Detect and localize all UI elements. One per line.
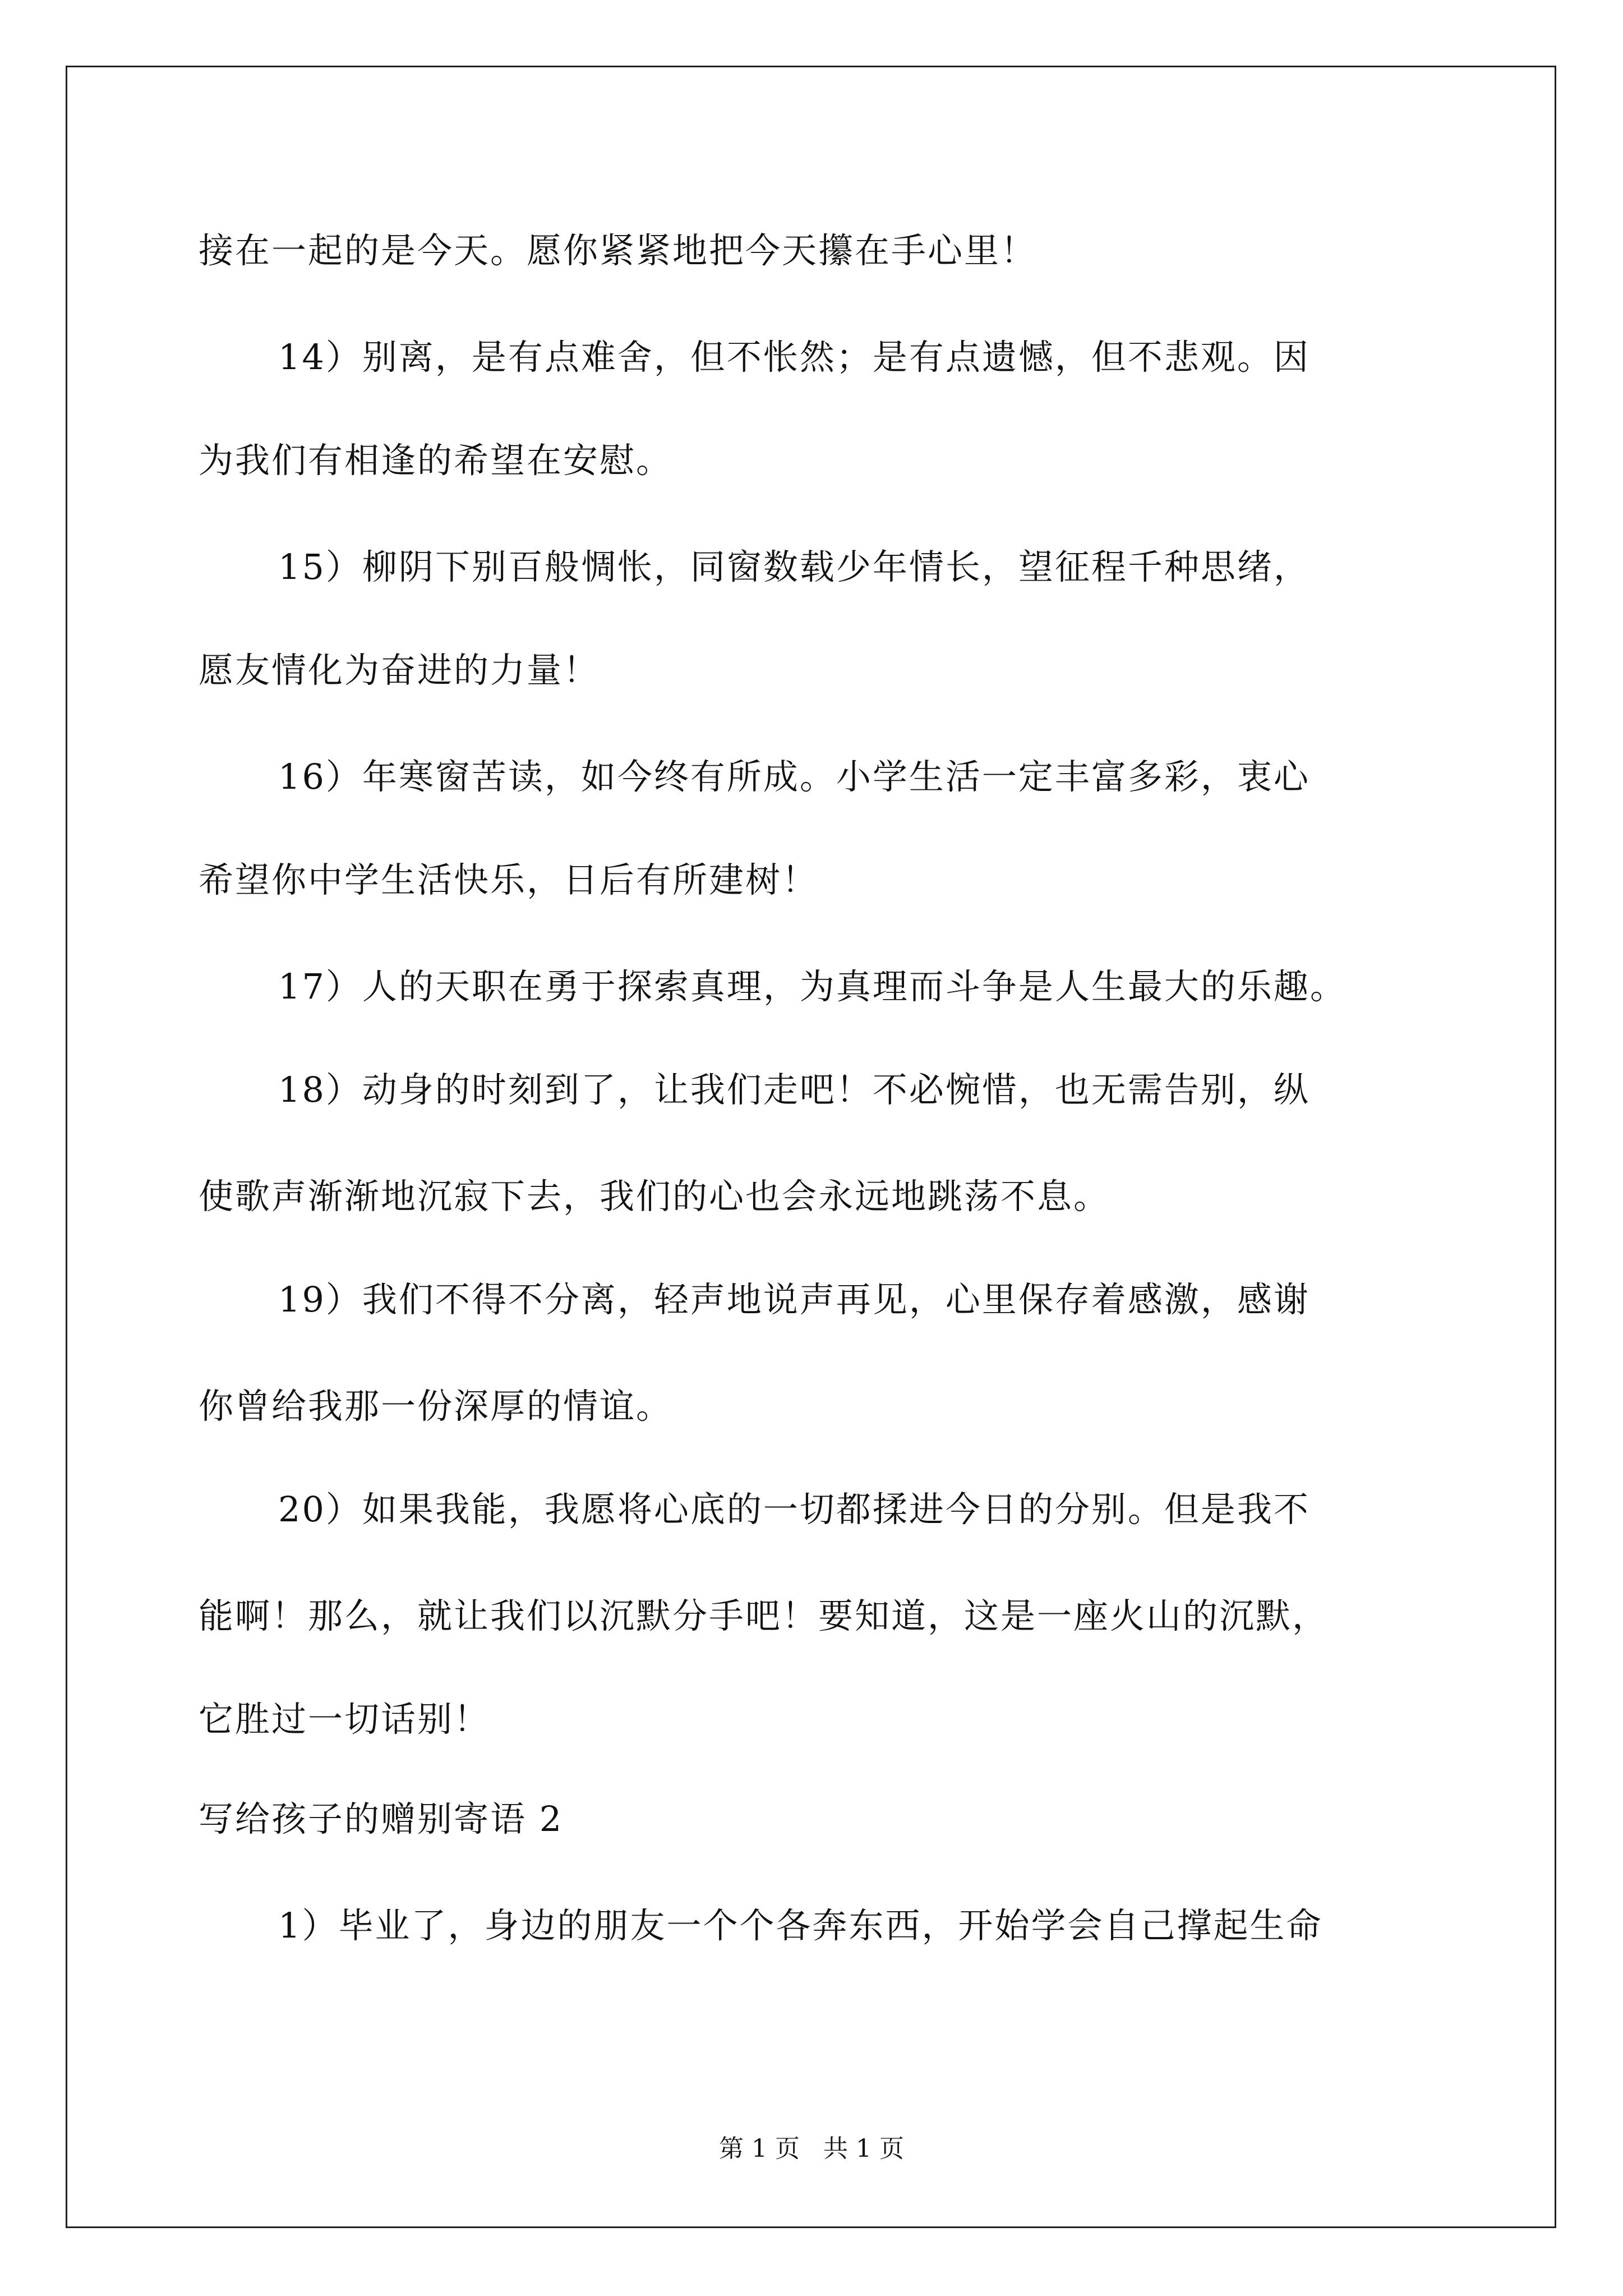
text-line: 14）别离，是有点难舍，但不怅然；是有点遗憾，但不悲观。因 bbox=[278, 337, 1310, 378]
text-line: 1）毕业了，身边的朋友一个个各奔东西，开始学会自己撑起生命 bbox=[278, 1905, 1323, 1946]
text-line: 17）人的天职在勇于探索真理，为真理而斗争是人生最大的乐趣。 bbox=[278, 966, 1347, 1007]
text-line: 20）如果我能，我愿将心底的一切都揉进今日的分别。但是我不 bbox=[278, 1489, 1310, 1530]
text-line: 能啊！那么，就让我们以沉默分手吧！要知道，这是一座火山的沉默， bbox=[199, 1595, 1329, 1636]
page-total: 共 1 页 bbox=[823, 2134, 904, 2163]
page-number: 第 1 页 bbox=[719, 2134, 800, 2163]
text-line: 使歌声渐渐地沉寂下去，我们的心也会永远地跳荡不息。 bbox=[199, 1176, 1110, 1217]
text-line: 接在一起的是今天。愿你紧紧地把今天攥在手心里！ bbox=[199, 230, 1038, 271]
text-line: 15）柳阴下别百般惆怅，同窗数载少年情长，望征程千种思绪， bbox=[278, 546, 1310, 587]
text-line: 希望你中学生活快乐，日后有所建树！ bbox=[199, 859, 819, 900]
page-footer bbox=[0, 2133, 1623, 2165]
text-line: 它胜过一切话别！ bbox=[199, 1699, 491, 1740]
section-title: 写给孩子的赠别寄语 2 bbox=[199, 1798, 564, 1839]
text-line: 为我们有相逢的希望在安慰。 bbox=[199, 440, 673, 481]
text-line: 16）年寒窗苦读，如今终有所成。小学生活一定丰富多彩，衷心 bbox=[278, 756, 1310, 797]
text-line: 你曾给我那一份深厚的情谊。 bbox=[199, 1386, 673, 1427]
text-line: 18）动身的时刻到了，让我们走吧！不必惋惜，也无需告别，纵 bbox=[278, 1069, 1310, 1110]
text-line: 19）我们不得不分离，轻声地说声再见，心里保存着感激，感谢 bbox=[278, 1279, 1310, 1320]
text-line: 愿友情化为奋进的力量！ bbox=[199, 650, 600, 691]
